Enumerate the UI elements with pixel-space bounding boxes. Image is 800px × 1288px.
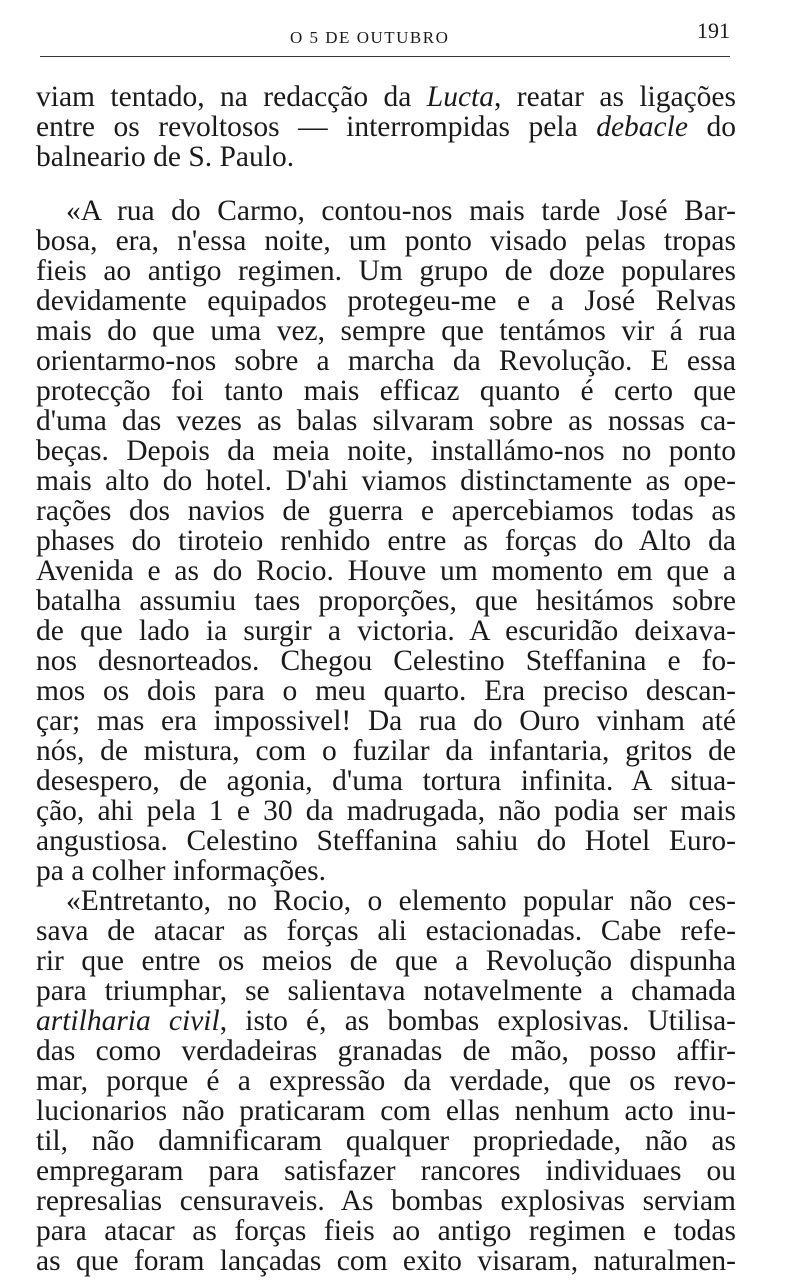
text-line: til, não damnificaram qualquer propriedade, não as: [36, 1125, 736, 1157]
text-line: mos os dois para o meu quarto. Era preciso descan-: [36, 675, 736, 707]
text-line: desespero, de agonia, d'uma tortura infinita. A situa-: [36, 765, 736, 797]
text-line: orientarmo-nos sobre a marcha da Revolução. E essa: [36, 345, 736, 377]
text-line: empregaram para satisfazer rancores individuaes ou: [36, 1155, 736, 1187]
text-line: «Entretanto, no Rocio, o elemento popular não ces-: [66, 885, 736, 917]
text-line: artilharia civil, isto é, as bombas explosivas. Utilisa-: [36, 1005, 736, 1037]
text-line: phases do tiroteio renhido entre as forças do Alto da: [36, 525, 736, 557]
text-line: fieis ao antigo regimen. Um grupo de doze populares: [36, 255, 736, 287]
text-line: batalha assumiu taes proporções, que hesitámos sobre: [36, 585, 736, 617]
text-line: Avenida e as do Rocio. Houve um momento em que a: [36, 555, 736, 587]
text-line: balneario de S. Paulo.: [36, 141, 295, 173]
body-text: [36, 82, 736, 1276]
text-line: d'uma das vezes as balas silvaram sobre as nossas ca-: [36, 405, 736, 437]
text-line: ção, ahi pela 1 e 30 da madrugada, não podia ser mais: [36, 795, 736, 827]
text-line: para triumphar, se salientava notavelmente a chamada: [36, 975, 736, 1007]
text-line: viam tentado, na redacção da Lucta, reatar as ligações: [36, 81, 736, 113]
text-line: rir que entre os meios de que a Revolução dispunha: [36, 945, 736, 977]
text-line: «A rua do Carmo, contou-nos mais tarde José Bar-: [66, 195, 736, 227]
text-line: beças. Depois da meia noite, installámo-nos no ponto: [36, 435, 736, 467]
text-line: rações dos navios de guerra e apercebiamos todas as: [36, 495, 736, 527]
text-line: protecção foi tanto mais efficaz quanto é certo que: [36, 375, 736, 407]
text-line: nós, de mistura, com o fuzilar da infantaria, gritos de: [36, 735, 736, 767]
text-line: mais do que uma vez, sempre que tentámos vir á rua: [36, 315, 736, 347]
text-line: as que foram lançadas com exito visaram, naturalmen-: [36, 1245, 736, 1277]
text-line: sava de atacar as forças ali estacionadas. Cabe refe-: [36, 915, 736, 947]
page-number: 191: [697, 18, 730, 43]
running-title: O 5 DE OUTUBRO: [290, 28, 450, 47]
text-line: represalias censuraveis. As bombas explosivas serviam: [36, 1185, 736, 1217]
text-line: çar; mas era impossivel! Da rua do Ouro vinham até: [36, 705, 736, 737]
paragraph: [36, 82, 736, 172]
text-line: pa a colher informações.: [36, 855, 326, 887]
text-line: para atacar as forças fieis ao antigo regimen e todas: [36, 1215, 736, 1247]
text-line: devidamente equipados protegeu-me e a José Relvas: [36, 285, 736, 317]
text-line: nos desnorteados. Chegou Celestino Steffanina e fo-: [36, 645, 736, 677]
header-rule: [40, 56, 730, 57]
paragraph: [36, 196, 736, 886]
text-line: mar, porque é a expressão da verdade, que os revo-: [36, 1065, 736, 1097]
text-line: entre os revoltosos — interrompidas pela debacle do: [36, 111, 736, 143]
text-line: bosa, era, n'essa noite, um ponto visado pelas tropas: [36, 225, 736, 257]
paragraph: [36, 886, 736, 1276]
text-line: de que lado ia surgir a victoria. A escuridão deixava-: [36, 615, 736, 647]
text-line: angustiosa. Celestino Steffanina sahiu do Hotel Euro-: [36, 825, 736, 857]
page-header: [40, 14, 730, 62]
text-line: lucionarios não praticaram com ellas nenhum acto inu-: [36, 1095, 736, 1127]
text-line: das como verdadeiras granadas de mão, posso affir-: [36, 1035, 736, 1067]
text-line: mais alto do hotel. D'ahi viamos distinctamente as ope-: [36, 465, 736, 497]
